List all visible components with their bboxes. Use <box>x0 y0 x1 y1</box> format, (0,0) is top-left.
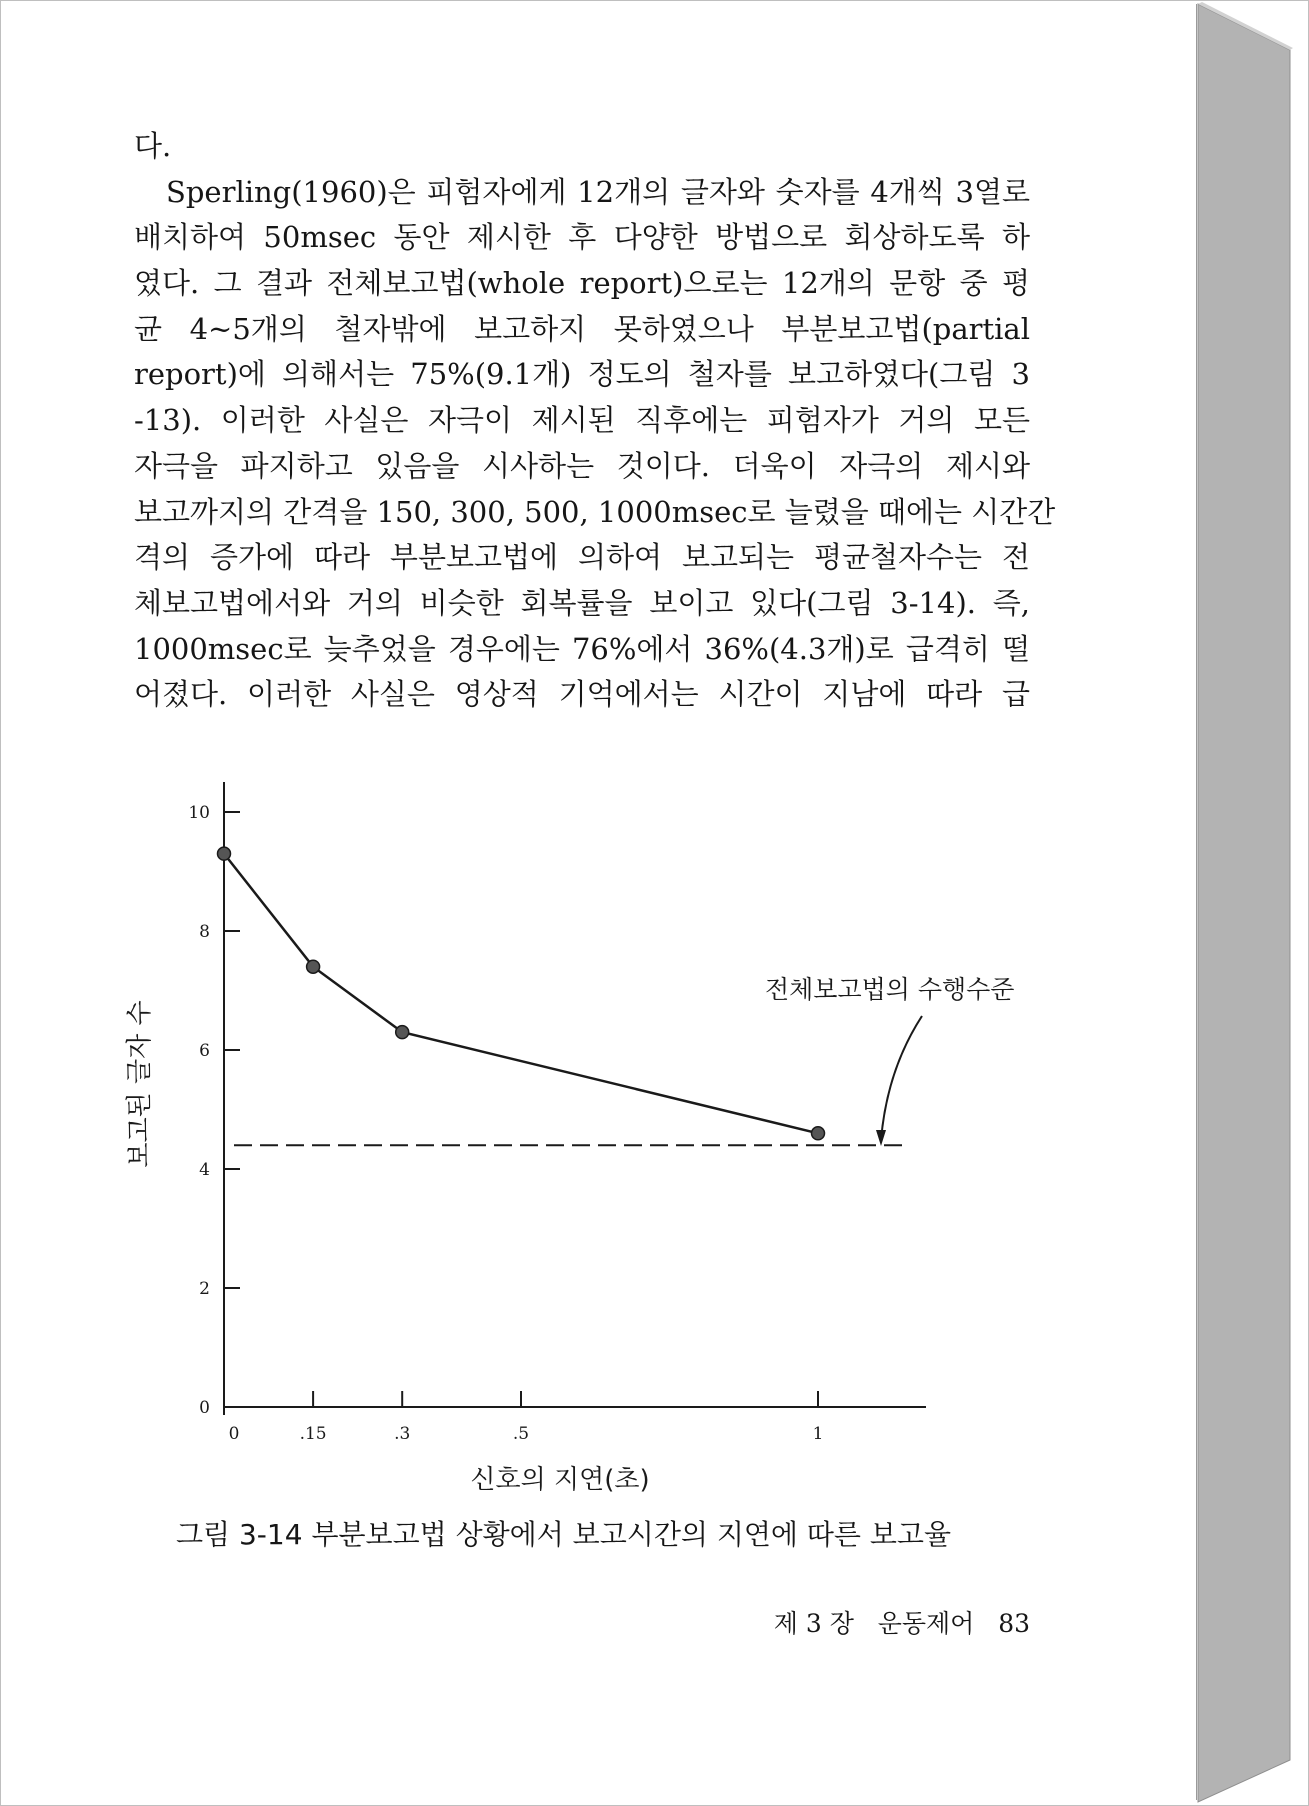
y-tick-label: 0 <box>199 1398 210 1418</box>
y-axis-title: 보고된 글자 수 <box>125 1000 155 1168</box>
page-footer <box>772 1604 1030 1640</box>
y-tick-label: 10 <box>188 803 210 823</box>
footer-chapter-title: 운동제어 <box>877 1609 975 1638</box>
x-axis-title: 신호의 지연(초) <box>470 1465 650 1495</box>
text-line: report)에 의해서는 75%(9.1개) 정도의 철자를 보고하였다(그림 3 <box>134 357 1030 392</box>
text-line: 배치하여 50msec 동안 제시한 후 다양한 방법으로 회상하도록 하 <box>134 220 1030 255</box>
x-tick-label: .3 <box>394 1424 411 1444</box>
text-line: 보고까지의 간격을 150, 300, 500, 1000msec로 늘렸을 때에는 시간간 <box>134 494 1056 529</box>
text-line: 자극을 파지하고 있음을 시사하는 것이다. 더욱이 자극의 제시와 <box>134 448 1030 483</box>
text-line: 1000msec로 늦추었을 경우에는 76%에서 36%(4.3개)로 급격히 떨 <box>134 631 1030 666</box>
text-line: 균 4~5개의 철자밖에 보고하지 못하였으나 부분보고법(partial <box>134 311 1030 346</box>
text-line: 격의 증가에 따라 부분보고법에 의하여 보고되는 평균철자수는 전 <box>134 540 1030 575</box>
y-tick-label: 2 <box>199 1279 210 1299</box>
x-tick-label: .15 <box>299 1424 327 1444</box>
text-line: 체보고법에서와 거의 비슷한 회복률을 보이고 있다(그림 3-14). 즉, <box>134 585 1030 620</box>
x-tick-label: .5 <box>512 1424 530 1444</box>
footer-chapter: 제 3 장 <box>773 1609 854 1638</box>
y-tick-label: 6 <box>199 1041 210 1061</box>
footer-page-number: 83 <box>998 1609 1030 1638</box>
figure-caption: 그림 3-14 부분보고법 상황에서 보고시간의 지연에 따른 보고율 <box>176 1518 952 1551</box>
x-tick-label: 1 <box>812 1424 824 1444</box>
y-tick-label: 8 <box>199 922 210 942</box>
text-line: -13). 이러한 사실은 자극이 제시된 직후에는 피험자가 거의 모든 <box>134 403 1030 438</box>
y-tick-label: 4 <box>199 1160 210 1180</box>
text-line: Sperling(1960)은 피험자에게 12개의 글자와 숫자를 4개씩 3열로 <box>166 174 1030 209</box>
annotation-label: 전체보고법의 수행수준 <box>765 975 1015 1004</box>
x-tick-label: 0 <box>228 1424 240 1444</box>
text-line: 다. <box>134 129 172 163</box>
text-line: 였다. 그 결과 전체보고법(whole report)으로는 12개의 문항 중 평 <box>134 266 1030 301</box>
text-line: 어졌다. 이러한 사실은 영상적 기억에서는 시간이 지남에 따라 급 <box>134 677 1030 712</box>
body-text <box>134 124 1056 718</box>
